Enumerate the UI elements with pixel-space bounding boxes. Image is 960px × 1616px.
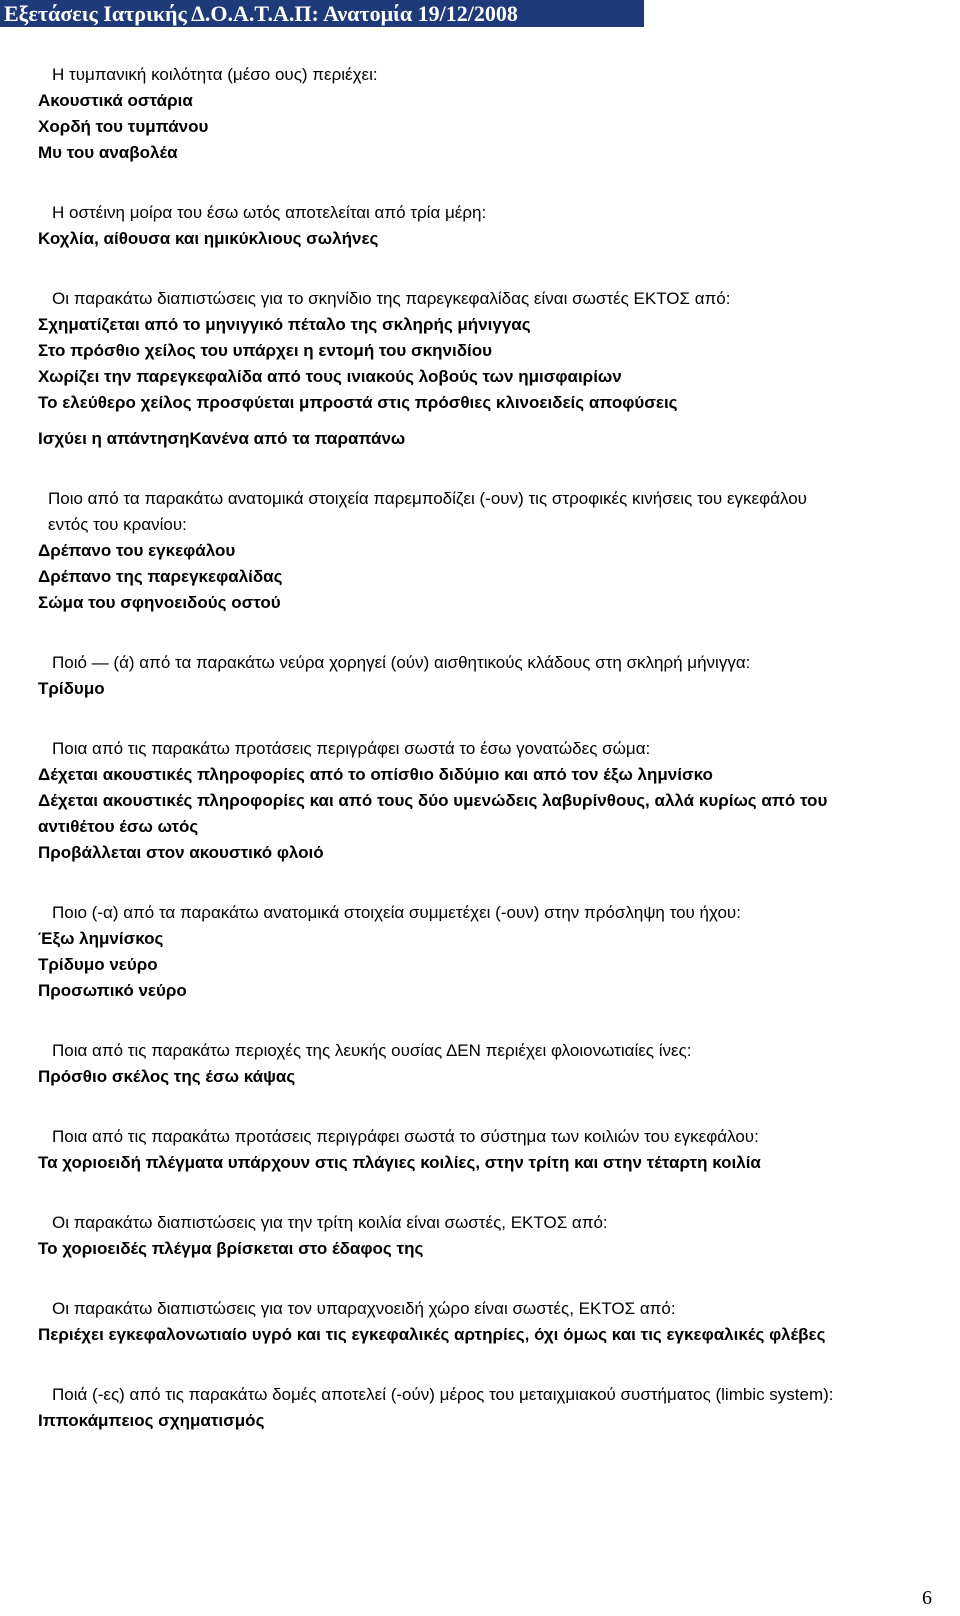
question-block: [38, 900, 938, 1004]
question-text: Η οστέινη μοίρα του έσω ωτός αποτελείται από τρία μέρη:: [52, 203, 487, 222]
question-text: [48, 486, 938, 538]
answer-text: Περιέχει εγκεφαλονωτιαίο υγρό και τις εγκεφαλικές αρτηρίες, όχι όμως και τις εγκεφαλικές φλέβες: [38, 1325, 826, 1344]
question-text: Οι παρακάτω διαπιστώσεις για το σκηνίδιο της παρεγκεφαλίδας είναι σωστές ΕΚΤΟΣ από:: [52, 289, 731, 308]
answer-text: Ακουστικά οστάρια: [38, 91, 193, 110]
question-text: Ποια από τις παρακάτω προτάσεις περιγράφει σωστά το έσω γονατώδες σώμα:: [52, 739, 651, 758]
answer-text: Χορδή του τυμπάνου: [38, 117, 209, 136]
answer-text: Σώμα του σφηνοειδούς οστού: [38, 593, 281, 612]
answer-text: Το χοριοειδές πλέγμα βρίσκεται στο έδαφος της: [38, 1239, 424, 1258]
answer-text: Δρέπανο της παρεγκεφαλίδας: [38, 567, 283, 586]
question-text: Ποια από τις παρακάτω περιοχές της λευκής ουσίας ΔΕΝ περιέχει φλοιονωτιαίες ίνες:: [52, 1041, 692, 1060]
question-text: Ποιό — (ά) από τα παρακάτω νεύρα χορηγεί (ούν) αισθητικούς κλάδους στη σκληρή μήνιγγα:: [52, 653, 751, 672]
question-block: [38, 200, 938, 252]
answer-text: Προβάλλεται στον ακουστικό φλοιό: [38, 843, 324, 862]
question-block: [38, 1296, 938, 1348]
answer-text: Τρίδυμο: [38, 679, 105, 698]
page-number: 6: [922, 1587, 932, 1609]
answer-text: Δέχεται ακουστικές πληροφορίες και από τους δύο υμενώδεις λαβυρίνθους, αλλά κυρίως από του: [38, 791, 828, 810]
answer-text: Έξω λημνίσκος: [38, 929, 164, 948]
exam-content: [38, 62, 938, 1434]
answer-text: Δρέπανο του εγκεφάλου: [38, 541, 236, 560]
answer-text-continued: αντιθέτου έσω ωτός: [38, 817, 199, 836]
answer-text: Προσωπικό νεύρο: [38, 981, 187, 1000]
answer-text: Τρίδυμο νεύρο: [38, 955, 158, 974]
question-text-line1: Ποιο από τα παρακάτω ανατομικά στοιχεία παρεμποδίζει (-ουν) τις στροφικές κινήσεις του εγκεφάλου: [48, 489, 807, 508]
question-text: Ποια από τις παρακάτω προτάσεις περιγράφει σωστά το σύστημα των κοιλιών του εγκεφάλου:: [52, 1127, 759, 1146]
answer-text: Σχηματίζεται από το μηνιγγικό πέταλο της σκληρής μήνιγγας: [38, 315, 531, 334]
answer-text: Ιπποκάμπειος σχηματισμός: [38, 1411, 265, 1430]
question-block: [38, 1124, 938, 1176]
answer-text: Πρόσθιο σκέλος της έσω κάψας: [38, 1067, 296, 1086]
question-text: Οι παρακάτω διαπιστώσεις για τον υπαραχνοειδή χώρο είναι σωστές, ΕΚΤΟΣ από:: [52, 1299, 676, 1318]
answer-text: Τα χοριοειδή πλέγματα υπάρχουν στις πλάγιες κοιλίες, στην τρίτη και στην τέταρτη κοιλία: [38, 1153, 761, 1172]
question-block: [38, 650, 938, 702]
question-text-line2: εντός του κρανίου:: [48, 515, 187, 534]
answer-note: Ισχύει η απάντησηΚανένα από τα παραπάνω: [38, 429, 406, 448]
page-header-title: Εξετάσεις Ιατρικής Δ.Ο.Α.Τ.Α.Π: Ανατομία 19/12/2008: [0, 0, 644, 27]
question-text: Οι παρακάτω διαπιστώσεις για την τρίτη κοιλία είναι σωστές, ΕΚΤΟΣ από:: [52, 1213, 608, 1232]
answer-text: Στο πρόσθιο χείλος του υπάρχει η εντομή του σκηνιδίου: [38, 341, 493, 360]
answer-text: Δέχεται ακουστικές πληροφορίες από το οπίσθιο διδύμιο και από τον έξω λημνίσκο: [38, 765, 713, 784]
answer-text: Μυ του αναβολέα: [38, 143, 178, 162]
question-block: [38, 1382, 938, 1434]
answer-text: Το ελεύθερο χείλος προσφύεται μπροστά στις πρόσθιες κλινοειδείς αποφύσεις: [38, 393, 678, 412]
question-block: [38, 62, 938, 166]
question-block: [38, 1210, 938, 1262]
answer-text: Χωρίζει την παρεγκεφαλίδα από τους ινιακούς λοβούς των ημισφαιρίων: [38, 367, 622, 386]
question-block: [38, 736, 938, 866]
question-text: Η τυμπανική κοιλότητα (μέσο ους) περιέχει:: [52, 65, 378, 84]
question-text: Ποιο (-α) από τα παρακάτω ανατομικά στοιχεία συμμετέχει (-ουν) στην πρόσληψη του ήχου:: [52, 903, 741, 922]
question-block: [38, 1038, 938, 1090]
question-text: Ποιά (-ες) από τις παρακάτω δομές αποτελεί (-ούν) μέρος του μεταιχμιακού συστήματος (limbic system):: [52, 1385, 834, 1404]
answer-text: Κοχλία, αίθουσα και ημικύκλιους σωλήνες: [38, 229, 379, 248]
question-block: [38, 286, 938, 452]
question-block: [38, 486, 938, 616]
